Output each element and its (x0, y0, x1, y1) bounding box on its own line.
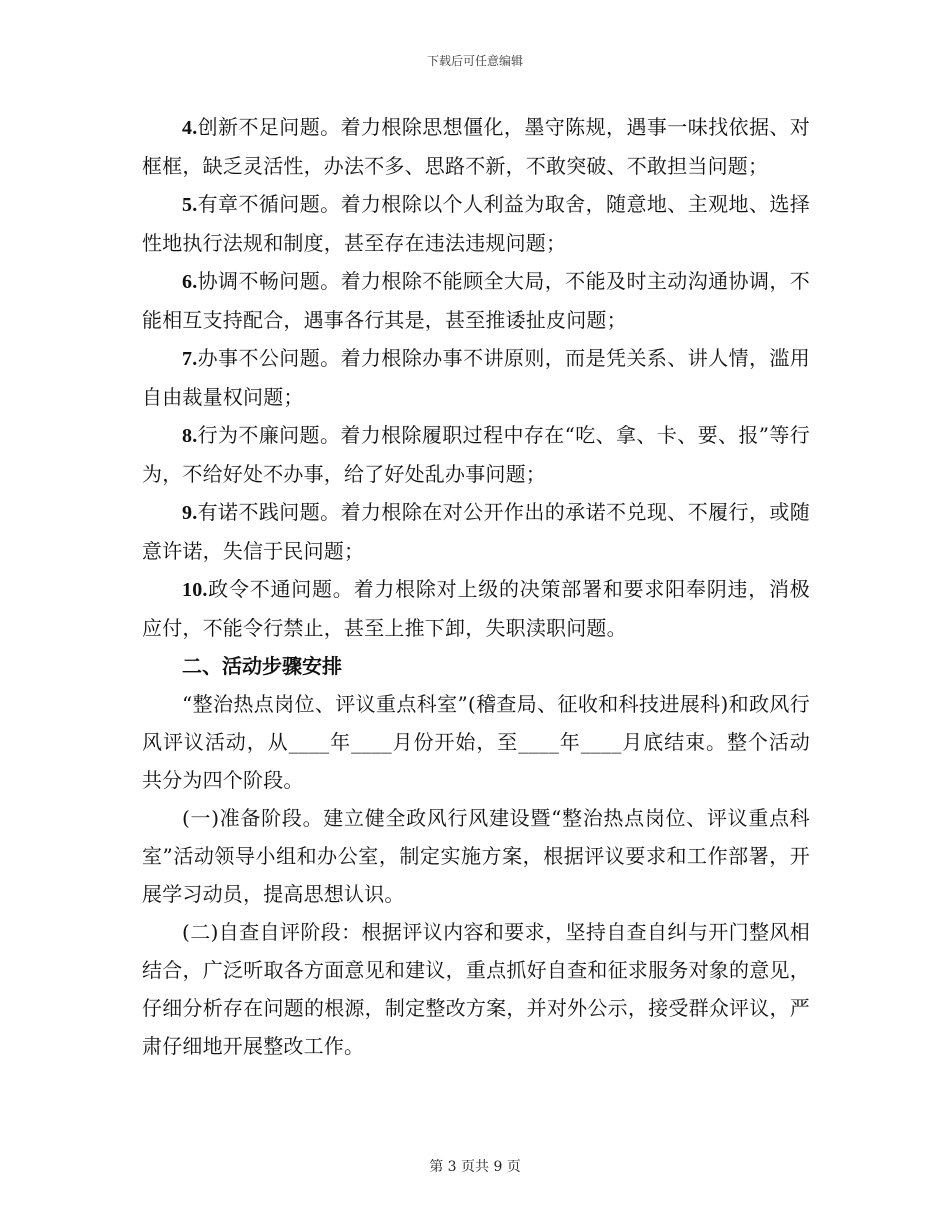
item-number: 10. (182, 579, 208, 601)
list-item-5 (142, 185, 810, 262)
item-text: 有诺不践问题。着力根除在对公开作出的承诺不兑现、不履行，或随意许诺，失信于民问题； (142, 500, 810, 563)
list-item-7 (142, 339, 810, 416)
section-heading: 二、活动步骤安排 (182, 654, 342, 678)
item-number: 8. (182, 425, 198, 447)
list-item-10 (142, 570, 810, 647)
paragraph-stage-1: (一)准备阶段。建立健全政风行风建设暨“整治热点岗位、评议重点科室”活动领导小组和办公室，制定实施方案，根据评议要求和工作部署，开展学习动员，提高思想认识。 (142, 806, 810, 906)
item-number: 4. (182, 117, 198, 139)
item-number: 5. (182, 194, 198, 216)
item-text: 政令不通问题。着力根除对上级的决策部署和要求阳奉阴违，消极应付，不能令行禁止，甚至上推下卸，失职渎职问题。 (142, 577, 810, 640)
item-text: 有章不循问题。着力根除以个人利益为取舍，随意地、主观地、选择性地执行法规和制度，甚至存在违法违规问题； (142, 192, 810, 255)
item-text: 办事不公问题。着力根除办事不讲原则，而是凭关系、讲人情，滥用自由裁量权问题； (142, 346, 810, 409)
item-number: 7. (182, 348, 198, 370)
document-body (142, 108, 810, 1065)
item-text: 创新不足问题。着力根除思想僵化，墨守陈规，遇事一味找依据、对框框，缺乏灵活性，办法不多、思路不新，不敢突破、不敢担当问题； (142, 115, 810, 178)
item-number: 9. (182, 502, 198, 524)
item-text: 行为不廉问题。着力根除履职过程中存在“吃、拿、卡、要、报”等行为，不给好处不办事，给了好处乱办事问题； (142, 423, 810, 486)
page-header: 下载后可任意编辑 (426, 54, 523, 68)
list-item-8 (142, 416, 810, 493)
list-item-4 (142, 108, 810, 185)
paragraph-stage-2: (二)自查自评阶段：根据评议内容和要求，坚持自查自纠与开门整风相结合，广泛听取各方面意见和建议，重点抓好自查和征求服务对象的意见，仔细分析存在问题的根源，制定整改方案，并对外公示，接受群众评议，严肃仔细地开展整改工作。 (142, 920, 810, 1058)
list-item-9 (142, 493, 810, 570)
paragraph-intro: “整治热点岗位、评议重点科室”(稽查局、征收和科技进展科)和政风行风评议活动，从____年____月份开始，至____年____月底结束。整个活动共分为四个阶段。 (142, 692, 810, 792)
item-text: 协调不畅问题。着力根除不能顾全大局，不能及时主动沟通协调，不能相互支持配合，遇事各行其是，甚至推诿扯皮问题； (142, 269, 810, 332)
page-footer: 第 3 页共 9 页 (429, 1159, 521, 1175)
item-number: 6. (182, 271, 198, 293)
list-item-6 (142, 262, 810, 339)
